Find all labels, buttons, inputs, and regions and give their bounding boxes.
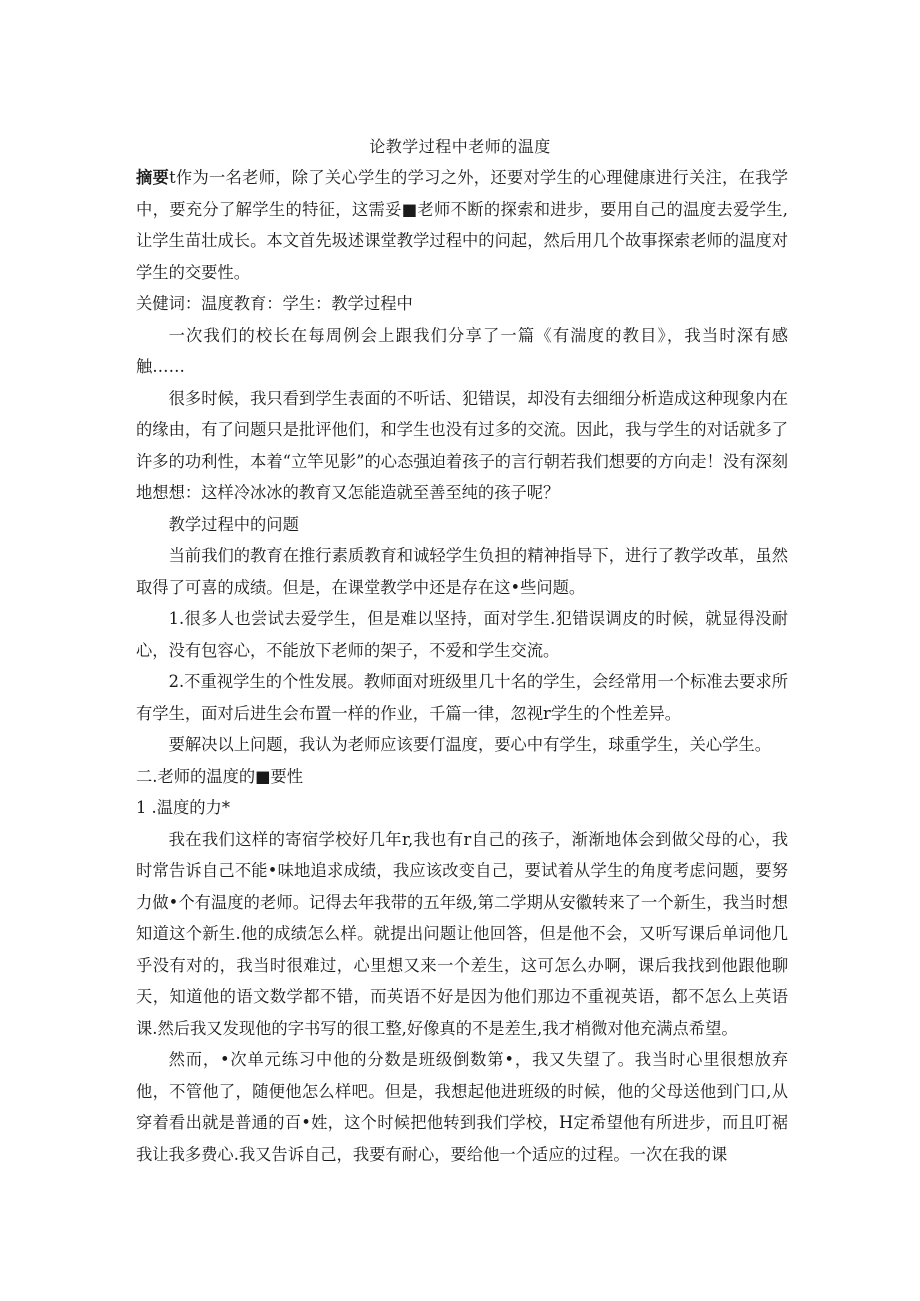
abstract-text: t作为一名老师，除了关心学生的学习之外，还要对学生的心理健康进行关注，在我学中，要充分了解学生的特征，这需妥■老师不断的探索和进步，要用自己的温度去爱学生,让学生苗壮成长。本文首先圾述课堂教学过程中的问起，然后用几个故事探索老师的温度对学生的交要性。 xyxy=(136,168,788,282)
body-paragraph: 1 .温度的力* xyxy=(136,798,230,817)
document-title: 论教学过程中老师的温度 xyxy=(369,137,551,156)
body-paragraph: 教学过程中的问题 xyxy=(168,514,299,534)
body-paragraph: 要解决以上问题，我认为老师应该要仃温度，要心中有学生，球重学生，关心学生。 xyxy=(168,735,772,754)
body-paragraph: 很多时候，我只看到学生表面的不听话、犯错误，却没有去细细分析造成这种现象内在的缘由，有了问题只是批评他们，和学生也没有过多的交流。因此，我与学生的对话就多了许多的功利性，本着“立竿见影”的心态强迫着孩子的言行朝若我们想要的方向走！没有深刻地想想：这样冷冰冰的教育又怎能造就至善至纯的孩子呢？ xyxy=(136,388,788,502)
abstract-paragraph xyxy=(136,162,788,288)
body-paragraph: 二.老师的温度的■要性 xyxy=(136,766,304,786)
document-body xyxy=(136,162,788,1170)
paragraph-list xyxy=(136,320,788,1171)
body-paragraph: 我在我们这样的寄宿学校好几年r,我也有r自己的孩子，渐渐地体会到做父母的心，我时常告诉自己不能•味地追求成绩，我应该改变自己，要试着从学生的角度考虑问题，要努力做•个有温度的老师。记得去年我带的五年级,第二学期从安徽转来了一个新生，我当时想知道这个新生.他的成绩怎么样。就提出问题让他回答，但是他不会，又听写课后单词他几乎没有对的，我当时很难过，心里想又来一个差生，这可怎么办啊，课后我找到他跟他聊天，知道他的语文数学都不错，而英语不好是因为他们那边不重视英语，都不怎么上英语课.然后我又发现他的字书写的很工整,好像真的不是差生,我才梢微对他充满点希望。 xyxy=(136,829,788,1038)
body-paragraph: 当前我们的教育在推行素质教育和诚轻学生负担的精神指导下，进行了教学改革，虽然取得了可喜的成绩。但是，在课堂教学中还是存在这•些问题。 xyxy=(136,546,788,597)
body-paragraph: 2.不重视学生的个性发展。教师面对班级里几十名的学生，会经常用一个标准去要求所有学生，面对后进生会布置一样的作业，千篇一律，忽视r学生的个性差异。 xyxy=(136,672,788,723)
body-paragraph: 一次我们的校长在每周例会上跟我们分享了一篇《有湍度的教目》，我当时深有感触…… xyxy=(136,325,788,376)
keywords-line: 关健词：温度教育：学生：教学过程中 xyxy=(136,294,413,313)
body-paragraph: 然而，•次单元练习中他的分数是班级倒数第•，我又失望了。我当时心里很想放弃他，不管他了，随便他怎么样吧。但是，我想起他进班级的时候，他的父母送他到门口,从穿着看出就是普通的百•姓，这个时候把他转到我们学校，H定希望他有所进步，而且叮裾我让我多费心.我又告诉自己，我要有耐心，要给他一个适应的过程。一次在我的课 xyxy=(136,1050,788,1164)
abstract-label: 摘要 xyxy=(136,168,170,187)
body-paragraph: 1.很多人也尝试去爱学生，但是难以坚持，面对学生.犯错误调皮的时候，就显得没耐心，没有包容心，不能放下老师的架子，不爱和学生交流。 xyxy=(136,609,788,660)
